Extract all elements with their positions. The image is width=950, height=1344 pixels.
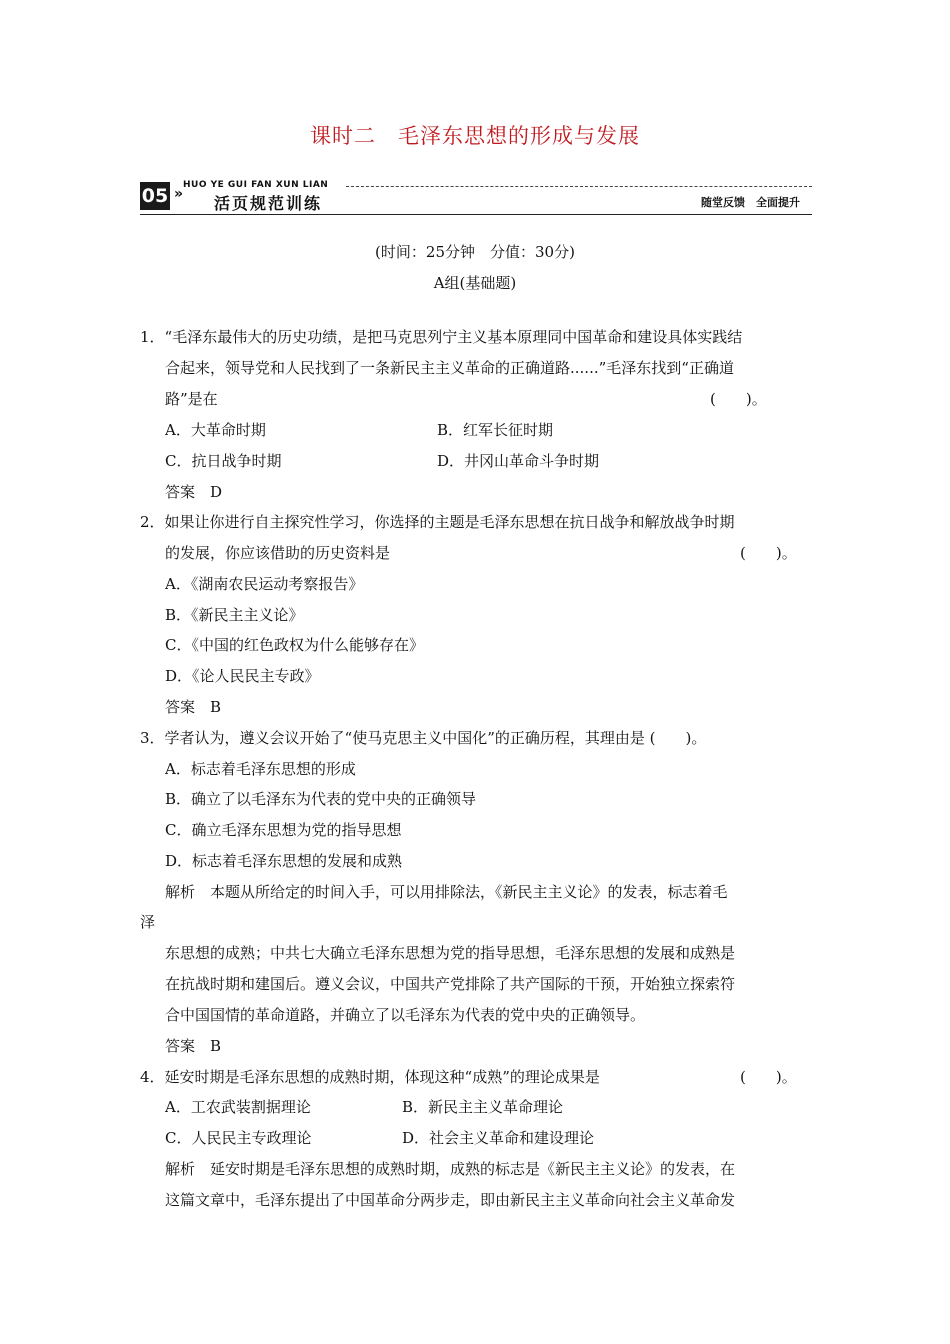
- time-score-info: (时间：25分钟 分值：30分): [375, 243, 575, 261]
- lesson-title: 课时二 毛泽东思想的形成与发展: [310, 124, 640, 148]
- option-b: B．新民主主义革命理论: [402, 1098, 564, 1116]
- option-c: C．抗日战争时期: [165, 452, 282, 470]
- answer-line: 答案 B: [165, 1037, 222, 1055]
- option-b: B．《新民主主义论》: [165, 606, 304, 624]
- option-d: D．《论人民民主专政》: [165, 667, 320, 685]
- option-d: D．井冈山革命斗争时期: [437, 452, 600, 470]
- group-label: A组(基础题): [433, 274, 517, 292]
- option-a: A．《湖南农民运动考察报告》: [165, 575, 364, 593]
- dotted-divider: [346, 186, 812, 187]
- question-4-text: 4．延安时期是毛泽东思想的成熟时期，体现这种“成熟”的理论成果是: [140, 1068, 600, 1086]
- answer-blank: ( )。: [740, 1068, 797, 1086]
- option-c: C．人民民主专政理论: [165, 1129, 312, 1147]
- option-d: D．标志着毛泽东思想的发展和成熟: [165, 852, 403, 870]
- option-c: C．确立毛泽东思想为党的指导思想: [165, 821, 402, 839]
- option-b: B．红军长征时期: [437, 421, 554, 439]
- question-3-text: 3．学者认为，遵义会议开始了“使马克思主义中国化”的正确历程，其理由是 ( )。: [140, 729, 707, 747]
- option-c: C．《中国的红色政权为什么能够存在》: [165, 636, 424, 654]
- option-a: A．大革命时期: [165, 421, 266, 439]
- question-1-text: 合起来，领导党和人民找到了一条新民主主义革命的正确道路......”毛泽东找到“正确道: [165, 359, 734, 377]
- answer-line: 答案 D: [165, 483, 223, 501]
- section-pinyin: HUO YE GUI FAN XUN LIAN: [183, 180, 329, 190]
- analysis-text: 合中国国情的革命道路，并确立了以毛泽东为代表的党中央的正确领导。: [165, 1006, 646, 1024]
- section-tagline: 随堂反馈 全面提升: [701, 196, 800, 209]
- analysis-text: 解析 延安时期是毛泽东思想的成熟时期，成熟的标志是《新民主主义论》的发表，在: [165, 1160, 736, 1178]
- answer-blank: ( )。: [740, 544, 797, 562]
- section-number-badge: 05: [140, 182, 170, 210]
- option-a: A．标志着毛泽东思想的形成: [165, 760, 356, 778]
- chevron-icon: »: [174, 186, 184, 202]
- option-a: A．工农武装割据理论: [165, 1098, 311, 1116]
- question-1-text: 1．“毛泽东最伟大的历史功绩，是把马克思列宁主义基本原理同中国革命和建设具体实践结: [140, 328, 743, 346]
- question-2-text: 的发展，你应该借助的历史资料是: [165, 544, 391, 562]
- section-name: 活页规范训练: [214, 194, 323, 213]
- analysis-text: 东思想的成熟；中共七大确立毛泽东思想为党的指导思想，毛泽东思想的发展和成熟是: [165, 944, 736, 962]
- analysis-text: 这篇文章中，毛泽东提出了中国革命分两步走，即由新民主主义革命向社会主义革命发: [165, 1191, 736, 1209]
- banner-rule: [140, 214, 812, 215]
- option-d: D．社会主义革命和建设理论: [402, 1129, 595, 1147]
- question-2-text: 2．如果让你进行自主探究性学习，你选择的主题是毛泽东思想在抗日战争和解放战争时期: [140, 513, 735, 531]
- analysis-text: 解析 本题从所给定的时间入手，可以用排除法，《新民主主义论》的发表，标志着毛: [165, 883, 728, 901]
- option-b: B．确立了以毛泽东为代表的党中央的正确领导: [165, 790, 477, 808]
- analysis-text: 泽: [140, 913, 156, 931]
- answer-line: 答案 B: [165, 698, 222, 716]
- analysis-text: 在抗战时期和建国后。遵义会议，中国共产党排除了共产国际的干预，开始独立探索符: [165, 975, 736, 993]
- answer-blank: ( )。: [710, 390, 767, 408]
- question-1-text: 路”是在: [165, 390, 218, 408]
- section-banner: [140, 180, 812, 216]
